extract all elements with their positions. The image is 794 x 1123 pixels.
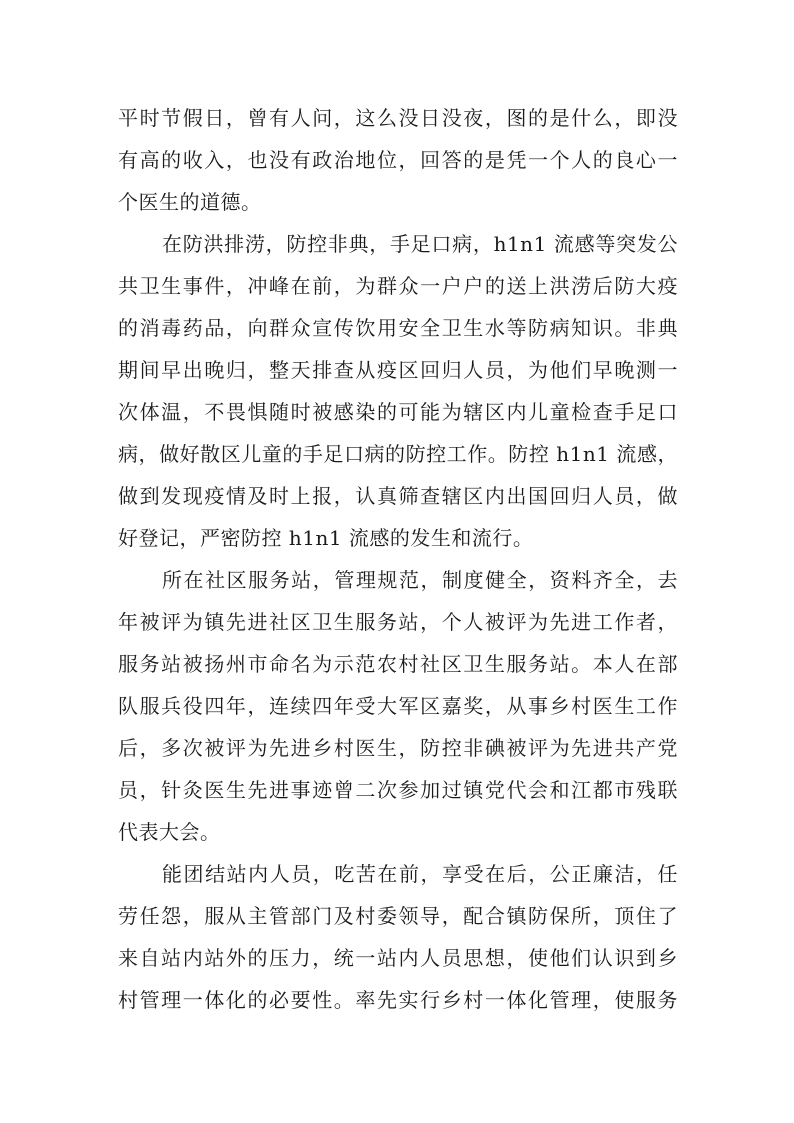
paragraph-4-line-3: 来自站内站外的压力，统一站内人员思想，使他们认识到乡: [118, 946, 678, 970]
paragraph-3-line-6: 员，针灸医生先进事迹曾二次参加过镇党代会和江都市残联: [118, 778, 678, 802]
paragraph-2-line-5: 次体温，不畏惧随时被感染的可能为辖区内儿童检查手足口: [118, 400, 678, 424]
paragraph-4-line-1: 能团结站内人员，吃苦在前，享受在后，公正廉洁，任: [162, 862, 678, 886]
paragraph-2-line-3: 的消毒药品，向群众宣传饮用安全卫生水等防病知识。非典: [118, 316, 678, 340]
paragraph-3-line-1: 所在社区服务站，管理规范，制度健全，资料齐全，去: [162, 568, 678, 592]
paragraph-4-line-2: 劳任怨，服从主管部门及村委领导，配合镇防保所，顶住了: [118, 904, 678, 928]
paragraph-3-line-4: 队服兵役四年，连续四年受大军区嘉奖，从事乡村医生工作: [118, 694, 678, 718]
paragraph-2-line-8: 好登记，严密防控 h1n1 流感的发生和流行。: [118, 526, 534, 550]
paragraph-3-line-5: 后，多次被评为先进乡村医生，防控非碘被评为先进共产党: [118, 736, 678, 760]
paragraph-2-line-2: 共卫生事件，冲峰在前，为群众一户户的送上洪涝后防大疫: [118, 274, 678, 298]
paragraph-2-line-4: 期间早出晚归，整天排查从疫区回归人员，为他们早晚测一: [118, 358, 678, 382]
paragraph-1-line-2: 有高的收入，也没有政治地位，回答的是凭一个人的良心一: [118, 148, 678, 172]
paragraph-4-line-4: 村管理一体化的必要性。率先实行乡村一体化管理，使服务: [118, 988, 678, 1012]
paragraph-2-line-6: 病，做好散区儿童的手足口病的防控工作。防控 h1n1 流感，: [118, 442, 678, 466]
paragraph-2-line-1: 在防洪排涝，防控非典，手足口病，h1n1 流感等突发公: [162, 232, 678, 256]
paragraph-1-line-1: 平时节假日，曾有人问，这么没日没夜，图的是什么，即没: [118, 106, 678, 130]
paragraph-3-line-3: 服务站被扬州市命名为示范农村社区卫生服务站。本人在部: [118, 652, 678, 676]
paragraph-3-line-2: 年被评为镇先进社区卫生服务站，个人被评为先进工作者，: [118, 610, 678, 634]
paragraph-3-line-7: 代表大会。: [118, 820, 221, 844]
paragraph-2-line-7: 做到发现疫情及时上报，认真筛查辖区内出国回归人员，做: [118, 484, 678, 508]
paragraph-1-line-3: 个医生的道德。: [118, 190, 262, 214]
